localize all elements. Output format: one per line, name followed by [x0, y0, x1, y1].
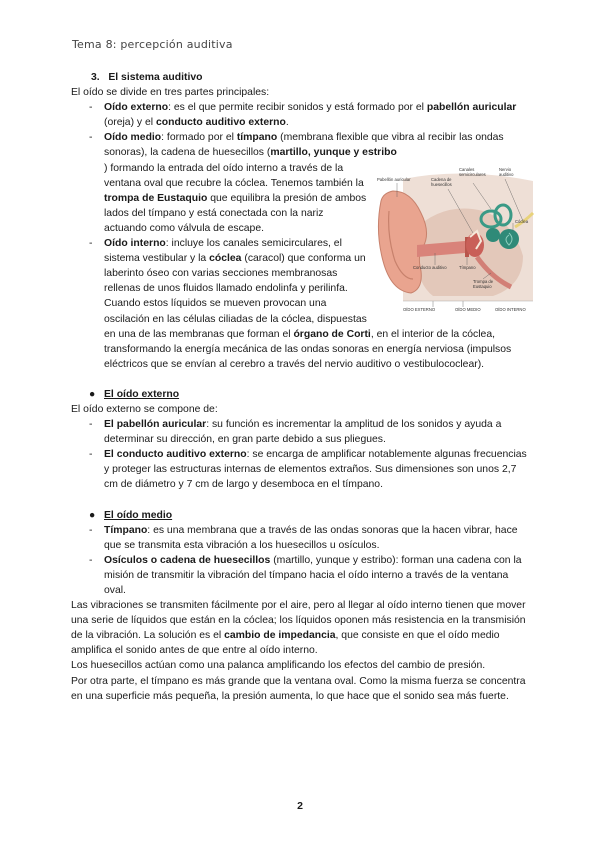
page-number: 2: [297, 800, 303, 812]
label-canales-a: Canales: [459, 166, 475, 172]
list-item-timpano: - Tímpano: es una membrana que a través de las ondas sonoras que la hacen vibrar, hace que se transmita esta vibración a los huesecillos u osículos.: [89, 524, 518, 551]
page-header: Tema 8: percepción auditiva: [72, 38, 233, 51]
heading-oido-externo: ● El oído externo: [89, 388, 180, 400]
label-nervio-b: auditivo: [499, 171, 514, 177]
label-cadena-b: huesecillos: [431, 181, 452, 187]
list-item-oido-medio: Oído medio: formado por el tímpano (membrana flexible que vibra al recibir las ondas sonoras), la cadena de huesecillos (martillo, yunque y estribo: [104, 132, 504, 159]
label-trompa-a: Trompa de: [473, 278, 494, 284]
list-item-oido-medio-wrap: - Oído medio: formado por el tímpano (membrana flexible que vibra al recibir las ondas sonoras), la cadena de huesecillos (martillo, yunque y estribo: [89, 132, 504, 159]
label-trompa-b: Eustaquio: [473, 283, 492, 289]
label-nervio-a: Nervio: [499, 166, 512, 172]
externo-intro: El oído externo se compone de:: [71, 403, 218, 415]
list-item-oido-medio-cont: Pabellón auricular Cadena de huesecillos Canales semicirculares Nervio auditivo Cóclea Conducto auditivo Tímpano Trompa de Eustaquio OÍDO EXTERNO OÍDO MEDIO OÍDO INTERNO ) formando la entrada del oído interno a través de la ventana oval que recubre la cóclea. Tenemos también la trompa de Eustaquio que equilibra la presión de ambos lados del tímpano y está conectada con la nariz actuando como válvula de escape.: [71, 161, 531, 236]
paragraph-impedancia: Las vibraciones se transmiten fácilmente por el aire, pero al llegar al oído interno tienen que mover una serie de líquidos que están en la cóclea; los líquidos oponen más resistencia en la transmisión de la vibración. La solución es el cambio de impedancia, que consiste en que el oído medio amplifica el sonido antes de que entre al oído interno.: [71, 600, 526, 657]
label-timpano: Tímpano: [459, 264, 476, 270]
label-pabellon: Pabellón auricular: [377, 176, 411, 182]
list-item-osiculos: - Osículos o cadena de huesecillos (martillo, yunque y estribo): forman una cadena con la misión de transmitir la vibración del tímpano hacia el oído interno a través de la ventana oval.: [89, 554, 522, 596]
label-conducto: Conducto auditivo: [413, 264, 447, 270]
list-item-conducto: - El conducto auditivo externo: se encarga de amplificar notablemente algunas frecuencias y proteger las estructuras internas de elementos extraños. Sus dimensiones son unos 2,7 cm de diámetro y 7 cm de largo y desemboca en el tímpano.: [89, 449, 527, 491]
heading-oido-medio: ● El oído medio: [89, 509, 173, 521]
list-item-oido-externo: - Oído externo: es el que permite recibir sonidos y está formado por el pabellón auricular (oreja) y el conducto auditivo externo.: [89, 102, 517, 129]
section-intro: El oído se divide en tres partes principales:: [71, 87, 270, 99]
label-canales-b: semicirculares: [459, 171, 486, 177]
label-cadena-a: Cadena de: [431, 176, 452, 182]
zone-interno: OÍDO INTERNO: [495, 306, 526, 312]
section-title: 3. El sistema auditivo: [91, 72, 203, 83]
label-coclea: Cóclea: [515, 218, 529, 224]
zone-externo: OÍDO EXTERNO: [403, 306, 436, 312]
list-item-oido-interno: - Oído interno: incluye los canales semicirculares, el sistema vestibular y la cóclea (caracol) que conforma un laberinto óseo con varias secciones membranosas rellenas de unos fluidos llamado endolinfa y perilinfa. Cuando estos líquidos se mueven provocan una oscilación en las células ciliadas de la cóclea, dispuestas en una de las membranas que forman el órgano de Corti, en el interior de la cóclea, transformando la energía mecánica de las ondas sonoras en energía nerviosa (impulsos eléctricos que se envían al cerebro a través del nervio auditivo o vestibulococlear).: [89, 238, 512, 370]
list-item-pabellon: - El pabellón auricular: su función es incrementar la amplitud de los sonidos y ayuda a determinar su dirección, en gran parte debido a sus pliegues.: [89, 419, 502, 446]
document-body: [71, 70, 531, 704]
oido-medio-continuation: ) formando la entrada del oído interno a través de la ventana oval que recubre la cóclea. Tenemos también la: [104, 162, 364, 189]
zone-medio: OÍDO MEDIO: [455, 306, 481, 312]
paragraph-palanca: Los huesecillos actúan como una palanca amplificando los efectos del cambio de presión.: [71, 660, 486, 672]
paragraph-ventana-oval: Por otra parte, el tímpano es más grande que la ventana oval. Como la misma fuerza se concentra en una superficie más pequeña, la presión aumenta, lo que hace que el sonido sea más fuerte.: [71, 675, 526, 702]
